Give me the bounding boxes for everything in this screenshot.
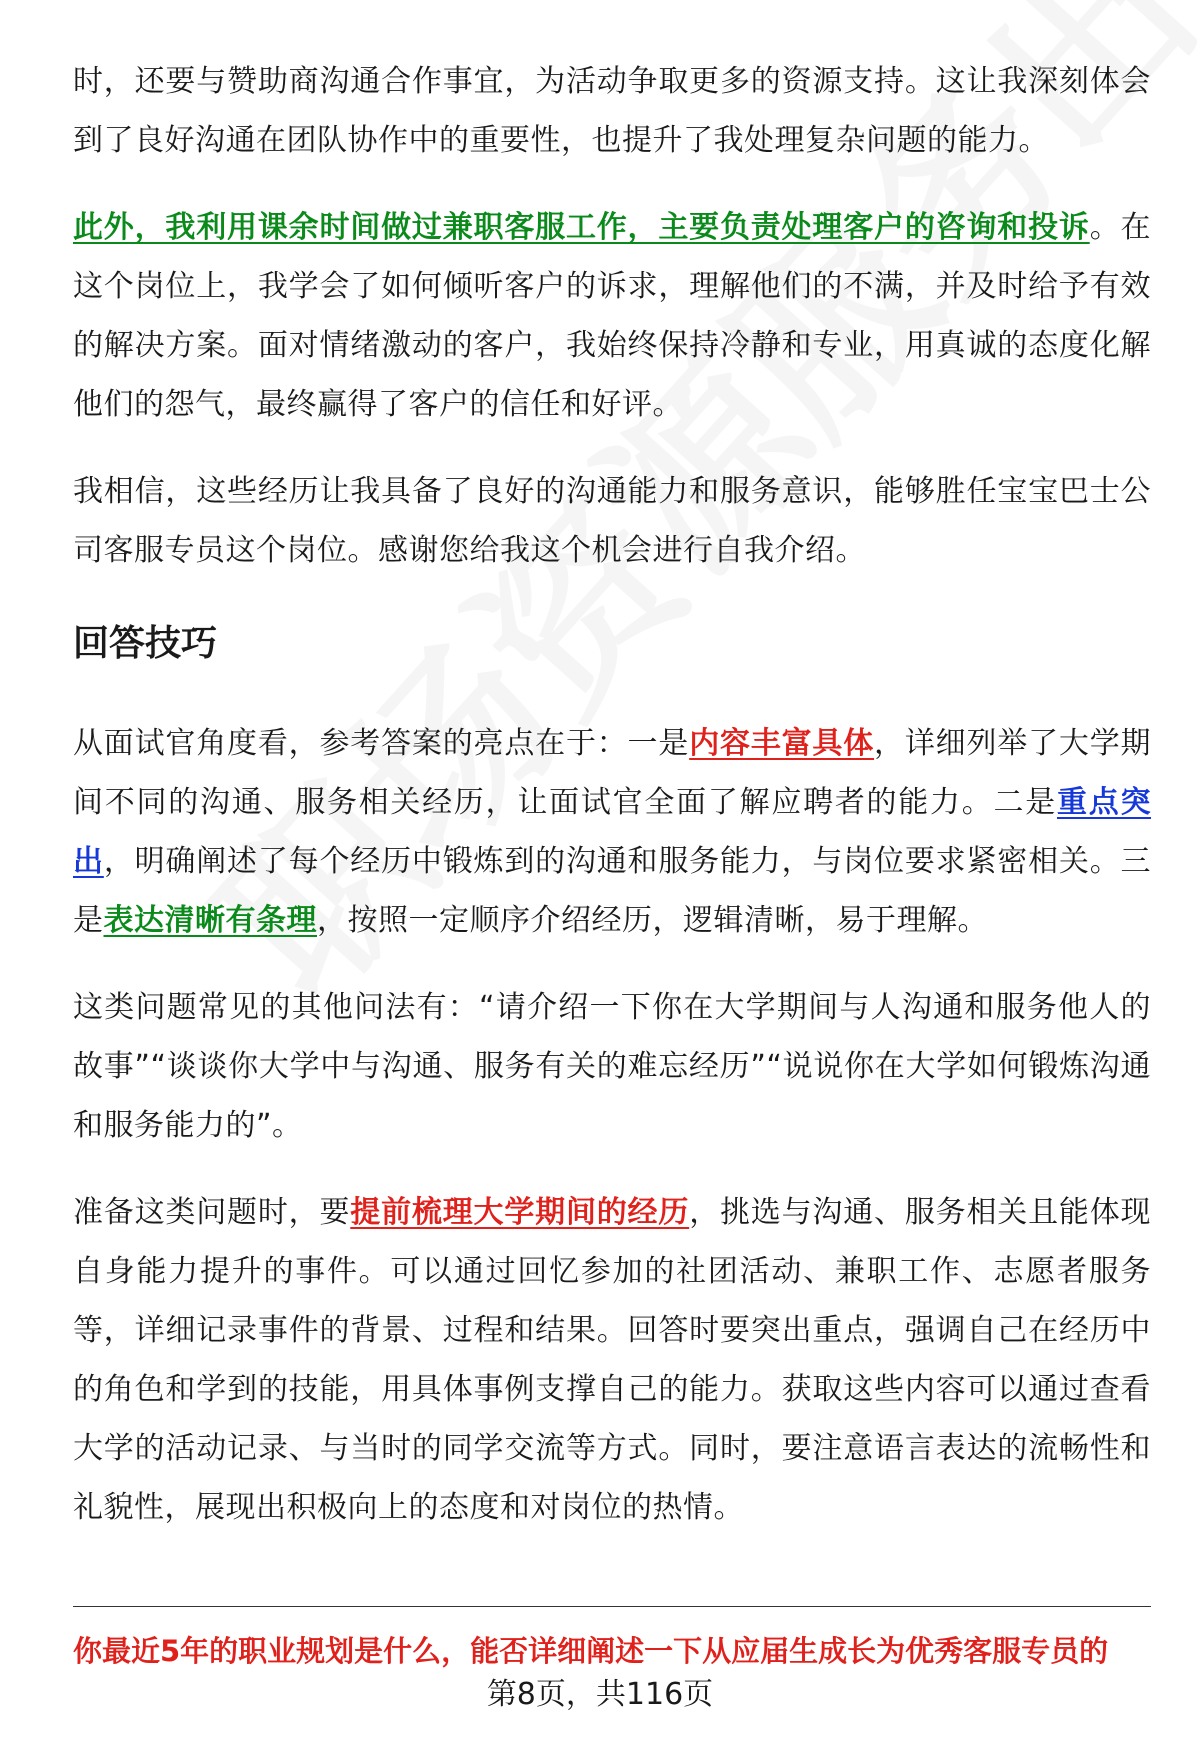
paragraph-4-text-b: ，详细列举了大学期间不同的沟通、服务相关经历，让面试官全面了解应聘者的能力。二是 <box>73 726 1152 820</box>
paragraph-6-text-a: 准备这类问题时，要 <box>73 1195 351 1230</box>
paragraph-1: 时，还要与赞助商沟通合作事宜，为活动争取更多的资源支持。这让我深刻体会到了良好沟通在团队协作中的重要性，也提升了我处理复杂问题的能力。 <box>73 64 1151 158</box>
paragraph-4-text-a: 从面试官角度看，参考答案的亮点在于：一是 <box>73 726 690 761</box>
next-question-preview: 你最近5年的职业规划是什么，能否详细阐述一下从应届生成长为优秀客服专员的 <box>73 1634 1109 1668</box>
page-footer: 第8页，共116页 <box>486 1677 714 1712</box>
divider <box>73 1606 1151 1607</box>
section-heading: 回答技巧 <box>73 623 218 664</box>
highlight-key-points: 重点突出 <box>73 785 1152 879</box>
highlight-sort-experience: 提前梳理大学期间的经历 <box>350 1195 690 1230</box>
paragraph-4-text-c: ，明确阐述了每个经历中锻炼到的沟通和服务能力，与岗位要求紧密相关。三是 <box>73 844 1152 938</box>
paragraph-5: 这类问题常见的其他问法有：“请介绍一下你在大学期间与人沟通和服务他人的故事”“谈谈你大学中与沟通、服务有关的难忘经历”“说说你在大学如何锻炼沟通和服务能力的”。 <box>73 990 1151 1143</box>
content-body <box>73 52 1151 1565</box>
paragraph-6 <box>73 1183 1151 1537</box>
paragraph-2 <box>73 198 1151 434</box>
paragraph-4 <box>73 714 1151 950</box>
paragraph-4-text-d: ，按照一定顺序介绍经历，逻辑清晰，易于理解。 <box>317 903 988 938</box>
highlight-parttime-service: 此外，我利用课余时间做过兼职客服工作，主要负责处理客户的咨询和投诉 <box>73 210 1090 245</box>
paragraph-3: 我相信，这些经历让我具备了良好的沟通能力和服务意识，能够胜任宝宝巴士公司客服专员这个岗位。感谢您给我这个机会进行自我介绍。 <box>73 474 1151 568</box>
highlight-content-rich: 内容丰富具体 <box>689 726 875 761</box>
paragraph-6-text-b: ，挑选与沟通、服务相关且能体现自身能力提升的事件。可以通过回忆参加的社团活动、兼职工作、志愿者服务等，详细记录事件的背景、过程和结果。回答时要突出重点，强调自己在经历中的角色和学到的技能，用具体事例支撑自己的能力。获取这些内容可以通过查看大学的活动记录、与当时的同学交流等方式。同时，要注意语言表达的流畅性和礼貌性，展现出积极向上的态度和对岗位的热情。 <box>73 1195 1152 1525</box>
highlight-clear-expression: 表达清晰有条理 <box>103 903 317 938</box>
paragraph-2-text: 。在这个岗位上，我学会了如何倾听客户的诉求，理解他们的不满，并及时给予有效的解决方案。面对情绪激动的客户，我始终保持冷静和专业，用真诚的态度化解他们的怨气，最终赢得了客户的信任和好评。 <box>73 210 1152 422</box>
